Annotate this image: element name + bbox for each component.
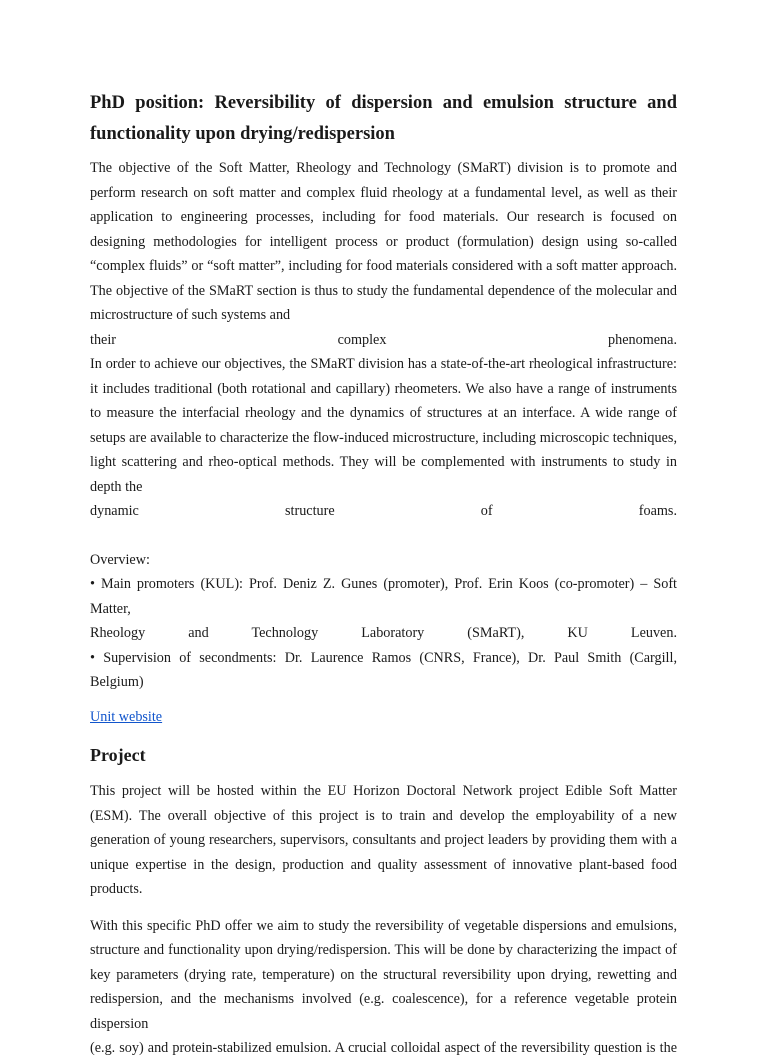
overview-label: Overview: xyxy=(90,551,150,568)
project-heading: Project xyxy=(90,745,146,765)
project-paragraph-2 xyxy=(90,914,677,1061)
overview-secondments: • Supervision of secondments: Dr. Laurence Ramos (CNRS, France), Dr. Paul Smith (Cargill, Belgium) xyxy=(90,649,677,690)
intro-paragraph-1-text: The objective of the Soft Matter, Rheology and Technology (SMaRT) division is to promote and perform research on soft matter and complex fluid rheology at a fundamental level, as well as their application to engineering processes, including for food materials. Our research is focused on designing methodologies for intelligent process or product (formulation) design using so-called “complex fluids” or “soft matter”, including for food materials considered with a soft matter approach. The objective of the SMaRT section is thus to study the fundamental dependence of the molecular and microstructure of such systems and xyxy=(90,160,677,323)
intro-paragraph-1 xyxy=(90,156,677,352)
project-paragraph-2-last-line: (e.g. soy) and protein-stabilized emulsion. A crucial colloidal aspect of the reversibility question is the xyxy=(90,1040,677,1056)
intro-paragraph-2-text: In order to achieve our objectives, the SMaRT division has a state-of-the-art rheological infrastructure: it includes traditional (both rotational and capillary) rheometers. We also have a range of instruments to measure the interfacial rheology and the dynamics of structures at an interface. A wide range of setups are available to characterize the flow-induced microstructure, including microscopic techniques, light scattering and rheo-optical methods. They will be complemented with instruments to study in depth the xyxy=(90,356,677,495)
intro-paragraph-2 xyxy=(90,352,677,524)
overview-promoters-text: • Main promoters (KUL): Prof. Deniz Z. Gunes (promoter), Prof. Erin Koos (co-promoter) – Soft Matter, xyxy=(90,576,677,617)
intro-paragraph-2-last-line: dynamic structure of foams. xyxy=(90,503,677,519)
page-title: PhD position: Reversibility of dispersion and emulsion structure and functionality upon drying/redispersion xyxy=(90,93,677,144)
overview-promoters xyxy=(90,572,677,646)
overview-promoters-last-line: Rheology and Technology Laboratory (SMaRT), KU Leuven. xyxy=(90,625,677,641)
intro-paragraph-1-last-line: their complex phenomena. xyxy=(90,331,677,348)
unit-website-link[interactable]: Unit website xyxy=(90,708,163,725)
project-paragraph-1: This project will be hosted within the EU Horizon Doctoral Network project Edible Soft Matter (ESM). The overall objective of this project is to train and develop the employability of a new generation of young researchers, supervisors, consultants and project leaders by providing them with a unique expertise in the design, production and quality assessment of innovative plant-based food products. xyxy=(90,783,677,897)
project-paragraph-2-text: With this specific PhD offer we aim to study the reversibility of vegetable dispersions and emulsions, structure and functionality upon drying/redispersion. This will be done by characterizing the impact of key parameters (drying rate, temperature) on the structural reversibility upon drying, rewetting and redispersion, and the mechanisms involved (e.g. coalescence), for a reference vegetable protein dispersion xyxy=(90,917,677,1032)
document-page xyxy=(90,88,677,1061)
